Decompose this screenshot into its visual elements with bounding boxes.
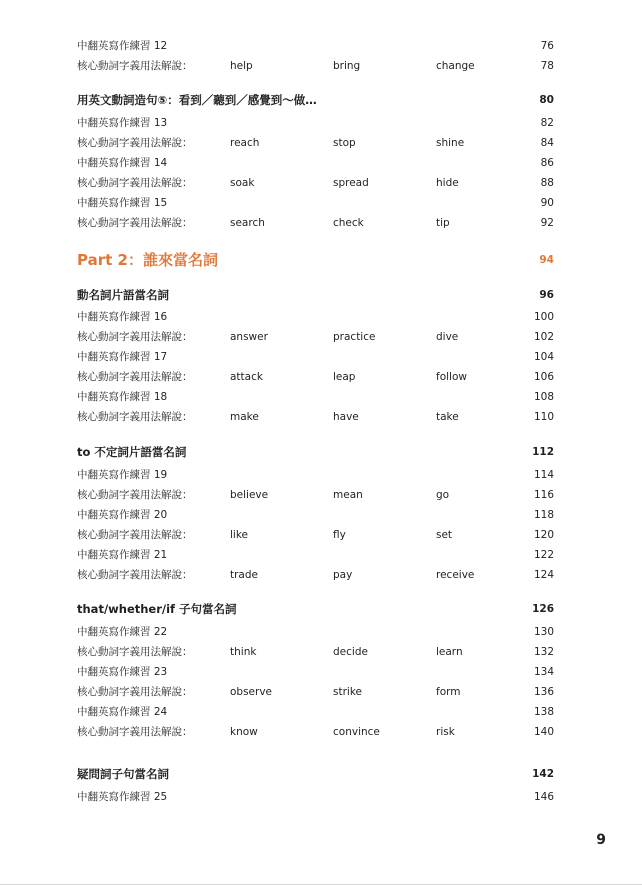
toc-entry (0, 327, 642, 347)
toc-entry (0, 545, 642, 565)
toc-entry-verb-3: hide (436, 177, 459, 189)
toc-entry-verb-1: trade (230, 569, 258, 581)
toc-entry-page: 134 (533, 666, 554, 678)
toc-entry-page: 94 (539, 254, 554, 266)
toc-entry-page: 126 (532, 603, 554, 615)
toc-entry (0, 722, 642, 742)
toc-entry-title: 中翻英寫作練習 19 (77, 469, 168, 481)
toc-entry-page: 82 (540, 117, 554, 129)
toc-entry-title: 中翻英寫作練習 23 (77, 666, 168, 678)
toc-entry-title: 核心動詞字義用法解說： (77, 217, 193, 229)
toc-entry (0, 173, 642, 193)
toc-entry-page: 114 (533, 469, 554, 481)
toc-entry (0, 642, 642, 662)
toc-entry-verb-2: check (333, 217, 364, 229)
toc-entry-title: 中翻英寫作練習 13 (77, 117, 168, 129)
toc-entry (0, 465, 642, 485)
toc-entry-title: to 不定詞片語當名詞 (77, 445, 187, 459)
toc-entry-title: 核心動詞字義用法解說： (77, 686, 193, 698)
toc-entry-verb-3: shine (436, 137, 465, 149)
toc-entry-page: 84 (540, 137, 554, 149)
toc-entry-title: 中翻英寫作練習 12 (77, 40, 168, 52)
toc-entry (0, 347, 642, 367)
toc-entry-verb-3: learn (436, 646, 463, 658)
toc-entry-verb-2: strike (333, 686, 362, 698)
toc-entry-verb-3: set (436, 529, 453, 541)
toc-entry-verb-1: think (230, 646, 257, 658)
toc-entry-page: 136 (533, 686, 554, 698)
toc-entry (0, 113, 642, 133)
toc-entry-title: 核心動詞字義用法解說： (77, 411, 193, 423)
toc-entry-title: 核心動詞字義用法解說： (77, 331, 193, 343)
toc-entry (0, 213, 642, 233)
toc-entry (0, 525, 642, 545)
toc-entry (0, 193, 642, 213)
toc-entry-page: 122 (533, 549, 554, 561)
toc-entry-title: 中翻英寫作練習 18 (77, 391, 168, 403)
toc-entry-verb-2: stop (333, 137, 356, 149)
toc-entry (0, 387, 642, 407)
toc-entry-verb-2: leap (333, 371, 356, 383)
toc-entry-title: 核心動詞字義用法解說： (77, 177, 193, 189)
toc-entry-verb-3: tip (436, 217, 450, 229)
toc-entry-page: 138 (533, 706, 554, 718)
toc-part-heading (0, 247, 642, 273)
toc-entry (0, 153, 642, 173)
toc-section-heading (0, 442, 642, 462)
toc-entry (0, 787, 642, 807)
toc-entry (0, 682, 642, 702)
toc-entry-page: 106 (533, 371, 554, 383)
toc-section-heading (0, 764, 642, 784)
toc-entry-verb-1: believe (230, 489, 269, 501)
toc-entry-title: 中翻英寫作練習 25 (77, 791, 168, 803)
toc-entry-title: 中翻英寫作練習 14 (77, 157, 168, 169)
toc-entry-title: Part 2：誰來當名詞 (77, 251, 218, 269)
page-number: 9 (596, 832, 606, 848)
toc-entry-verb-1: observe (230, 686, 273, 698)
toc-entry-verb-1: answer (230, 331, 268, 343)
toc-section-heading (0, 285, 642, 305)
toc-section-heading (0, 599, 642, 619)
toc-entry (0, 702, 642, 722)
toc-entry (0, 485, 642, 505)
toc-entry-verb-3: take (436, 411, 459, 423)
toc-entry-title: 核心動詞字義用法解說： (77, 489, 193, 501)
toc-entry-verb-2: pay (333, 569, 353, 581)
toc-entry-title: 中翻英寫作練習 24 (77, 706, 168, 718)
toc-entry-title: 動名詞片語當名詞 (77, 288, 169, 302)
toc-entry (0, 622, 642, 642)
toc-entry-page: 112 (532, 446, 554, 458)
toc-entry-page: 80 (539, 94, 554, 106)
toc-entry-verb-2: convince (333, 726, 380, 738)
toc-entry-verb-2: spread (333, 177, 369, 189)
toc-entry-title: 核心動詞字義用法解說： (77, 646, 193, 658)
toc-entry-verb-3: go (436, 489, 450, 501)
toc-entry-page: 130 (533, 626, 554, 638)
toc-entry-page: 108 (533, 391, 554, 403)
toc-entry-title: 中翻英寫作練習 17 (77, 351, 168, 363)
toc-entry-page: 132 (533, 646, 554, 658)
toc-entry (0, 505, 642, 525)
toc-entry-verb-3: receive (436, 569, 475, 581)
toc-entry-title: 核心動詞字義用法解說： (77, 60, 193, 72)
toc-entry-title: 核心動詞字義用法解說： (77, 569, 193, 581)
page-bottom-divider (0, 884, 642, 885)
toc-entry-verb-1: know (230, 726, 258, 738)
toc-entry-title: 中翻英寫作練習 15 (77, 197, 168, 209)
toc-entry-title: 核心動詞字義用法解說： (77, 137, 193, 149)
toc-entry (0, 367, 642, 387)
toc-entry (0, 56, 642, 76)
toc-entry-page: 78 (540, 60, 554, 72)
toc-entry-verb-2: practice (333, 331, 376, 343)
toc-entry-page: 146 (533, 791, 554, 803)
toc-entry-title: 核心動詞字義用法解說： (77, 529, 193, 541)
toc-entry-title: 核心動詞字義用法解說： (77, 371, 193, 383)
toc-entry-title: 用英文動詞造句⑤：看到／聽到／感覺到～做… (77, 93, 317, 107)
toc-entry (0, 565, 642, 585)
toc-entry-page: 100 (533, 311, 554, 323)
toc-entry-page: 76 (540, 40, 554, 52)
toc-entry-verb-1: help (230, 60, 253, 72)
toc-entry-title: 中翻英寫作練習 16 (77, 311, 168, 323)
toc-entry-page: 92 (540, 217, 554, 229)
toc-entry-page: 86 (540, 157, 554, 169)
toc-entry-page: 142 (532, 768, 554, 780)
toc-entry-page: 96 (539, 289, 554, 301)
toc-entry (0, 407, 642, 427)
toc-entry (0, 662, 642, 682)
toc-entry-verb-2: have (333, 411, 359, 423)
toc-entry (0, 36, 642, 56)
toc-entry-verb-1: like (230, 529, 249, 541)
toc-entry-page: 120 (533, 529, 554, 541)
toc-entry-verb-3: risk (436, 726, 455, 738)
toc-entry-verb-3: follow (436, 371, 467, 383)
toc-entry-title: that/whether/if 子句當名詞 (77, 602, 237, 616)
toc-entry-verb-3: change (436, 60, 475, 72)
toc-entry-verb-1: soak (230, 177, 255, 189)
toc-entry-verb-3: dive (436, 331, 459, 343)
toc-entry-page: 140 (533, 726, 554, 738)
toc-entry-verb-2: fly (333, 529, 346, 541)
toc-entry-title: 疑問詞子句當名詞 (77, 767, 169, 781)
toc-entry-page: 124 (533, 569, 554, 581)
toc-entry-page: 110 (533, 411, 554, 423)
toc-entry-verb-1: make (230, 411, 259, 423)
toc-entry-page: 104 (533, 351, 554, 363)
toc-entry-page: 88 (540, 177, 554, 189)
toc-entry-verb-2: decide (333, 646, 368, 658)
toc-entry (0, 307, 642, 327)
toc-entry (0, 133, 642, 153)
toc-entry-title: 中翻英寫作練習 20 (77, 509, 168, 521)
toc-entry-title: 中翻英寫作練習 22 (77, 626, 168, 638)
toc-section-heading (0, 90, 642, 110)
toc-entry-page: 118 (533, 509, 554, 521)
toc-entry-verb-1: search (230, 217, 265, 229)
toc-entry-verb-2: bring (333, 60, 361, 72)
toc-entry-verb-2: mean (333, 489, 363, 501)
toc-entry-page: 102 (533, 331, 554, 343)
toc-entry-verb-1: attack (230, 371, 263, 383)
toc-entry-title: 中翻英寫作練習 21 (77, 549, 168, 561)
toc-entry-title: 核心動詞字義用法解說： (77, 726, 193, 738)
toc-entry-page: 116 (533, 489, 554, 501)
toc-entry-verb-3: form (436, 686, 461, 698)
toc-entry-page: 90 (540, 197, 554, 209)
toc-entry-verb-1: reach (230, 137, 260, 149)
